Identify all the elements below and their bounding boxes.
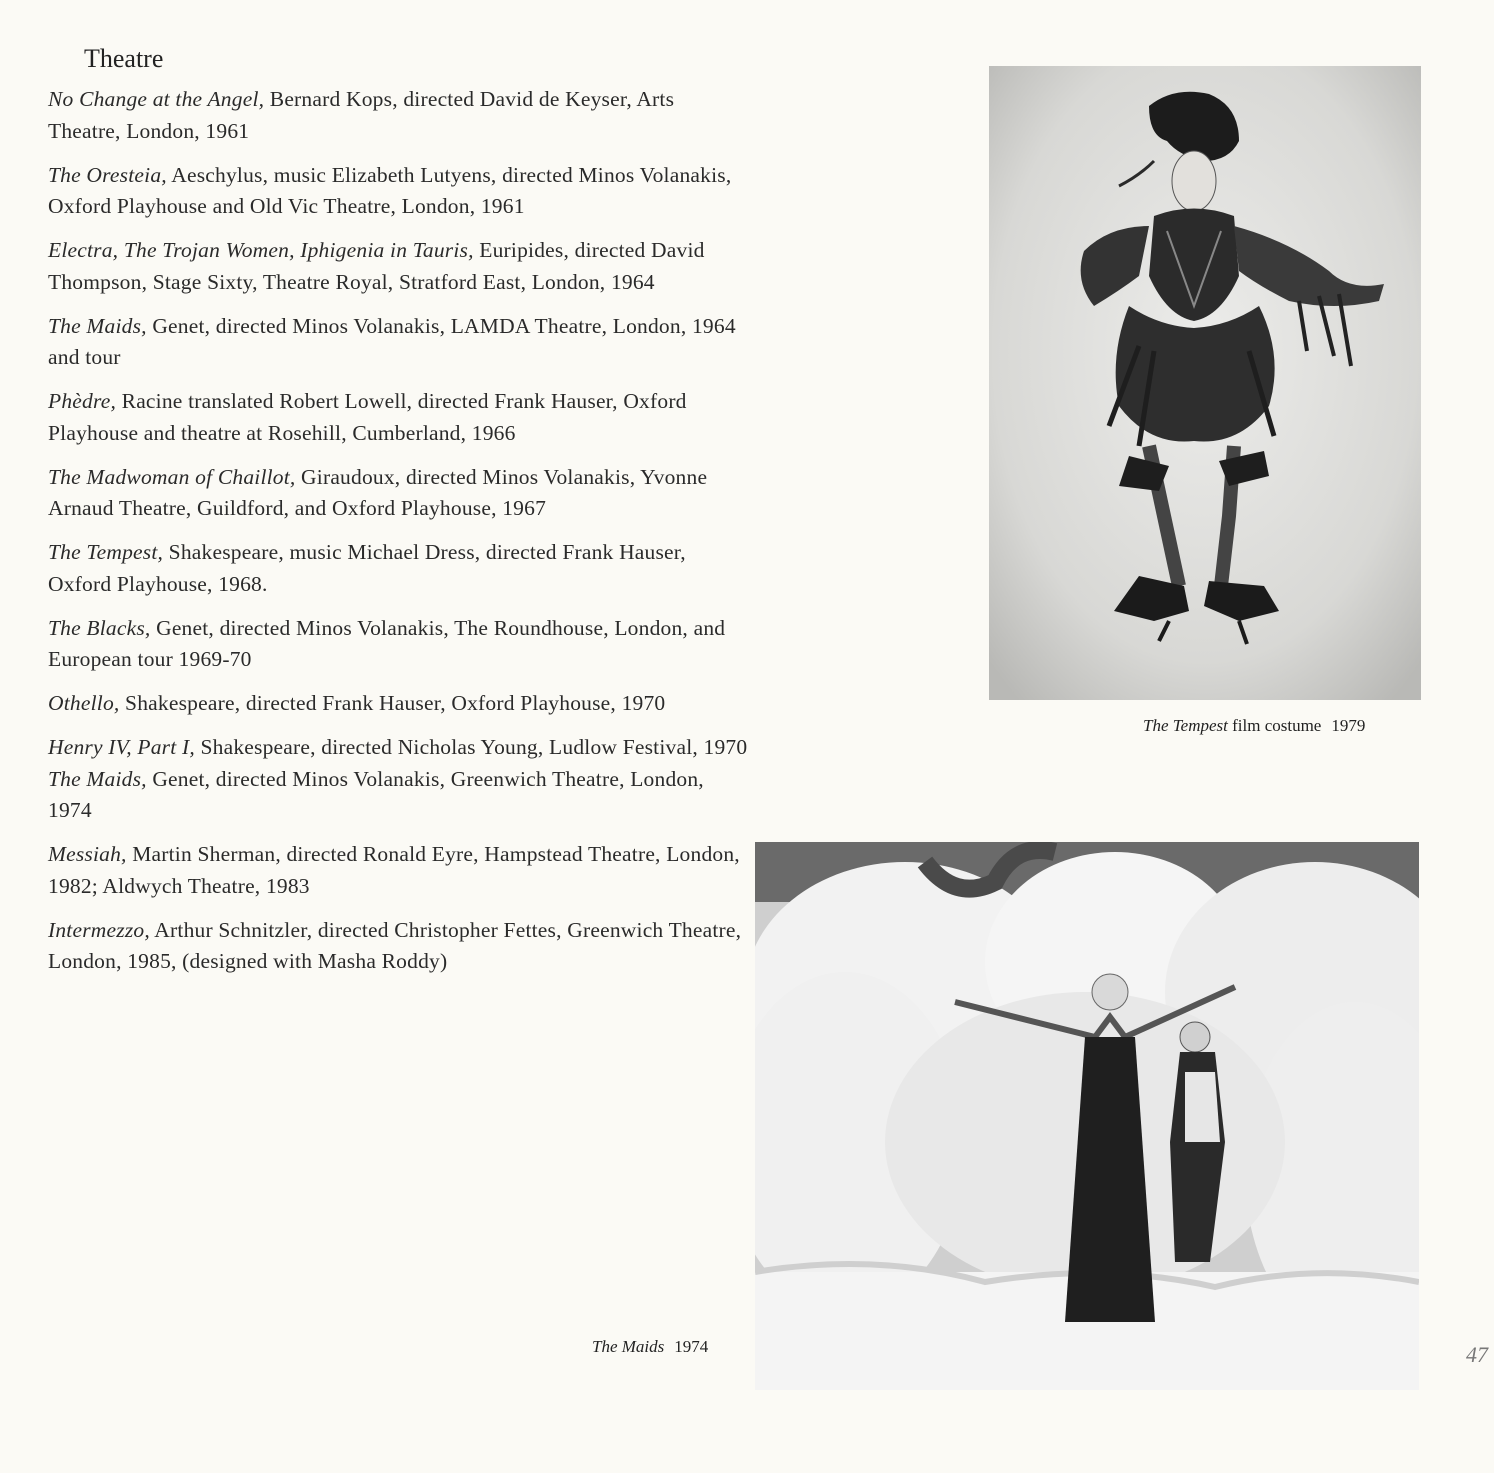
production-details: Genet, directed Minos Volanakis, The Roundhouse, London, and European tour 1969-70	[48, 615, 726, 671]
production-entry	[48, 537, 748, 600]
tempest-costume-photo	[989, 66, 1421, 700]
production-details: Arthur Schnitzler, directed Christopher Fettes, Greenwich Theatre, London, 1985, (designed with Masha Roddy)	[48, 917, 742, 973]
production-details: Bernard Kops, directed David de Keyser, Arts Theatre, London, 1961	[48, 87, 675, 143]
production-details: Martin Sherman, directed Ronald Eyre, Hampstead Theatre, London, 1982; Aldwych Theatre, 1983	[48, 842, 740, 898]
production-entry	[48, 839, 748, 902]
production-list	[48, 84, 748, 990]
production-details: Genet, directed Minos Volanakis, Greenwich Theatre, London, 1974	[48, 766, 704, 822]
production-entry	[48, 688, 748, 720]
production-title: Henry IV, Part I,	[48, 735, 195, 759]
production-title: The Madwoman of Chaillot,	[48, 464, 296, 489]
production-title: Messiah,	[48, 842, 127, 866]
caption-title: The Maids	[592, 1337, 665, 1356]
production-details: Aeschylus, music Elizabeth Lutyens, directed Minos Volanakis, Oxford Playhouse and Old Vic Theatre, London, 1961	[48, 162, 732, 218]
production-title: The Tempest,	[48, 540, 164, 564]
tempest-caption	[1143, 716, 1365, 736]
production-title: Phèdre,	[48, 389, 117, 413]
section-title: Theatre	[84, 44, 164, 73]
production-entry	[48, 311, 748, 374]
caption-year: 1974	[674, 1337, 709, 1356]
caption-year: 1979	[1331, 716, 1366, 735]
production-entry	[48, 462, 748, 525]
production-title: The Maids,	[48, 766, 147, 791]
production-title: The Maids,	[48, 313, 147, 338]
maids-caption	[592, 1337, 708, 1357]
production-title: The Oresteia,	[48, 162, 167, 187]
production-entry	[48, 386, 748, 449]
production-title: Othello,	[48, 691, 120, 715]
production-entry	[48, 613, 748, 676]
page-number: 47	[1466, 1342, 1488, 1367]
production-details: Racine translated Robert Lowell, directed Frank Hauser, Oxford Playhouse and theatre at Rosehill, Cumberland, 1966	[48, 389, 687, 445]
production-title: Electra, The Trojan Women, Iphigenia in Tauris,	[48, 238, 474, 262]
production-entry	[48, 915, 748, 978]
production-details: Genet, directed Minos Volanakis, LAMDA Theatre, London, 1964 and tour	[48, 313, 736, 369]
production-entry	[48, 732, 748, 764]
production-details: Euripides, directed David Thompson, Stage Sixty, Theatre Royal, Stratford East, London, 1964	[48, 238, 705, 294]
production-entry	[48, 235, 748, 298]
production-entry	[48, 160, 748, 223]
the-maids-photo	[755, 842, 1419, 1390]
production-details: Giraudoux, directed Minos Volanakis, Yvonne Arnaud Theatre, Guildford, and Oxford Playhouse, 1967	[48, 464, 708, 520]
caption-desc: film costume	[1227, 716, 1322, 735]
production-title: No Change at the Angel,	[48, 87, 265, 111]
production-entry	[48, 84, 748, 147]
production-details: Shakespeare, directed Frank Hauser, Oxford Playhouse, 1970	[119, 691, 666, 715]
production-title: Intermezzo,	[48, 917, 150, 942]
production-details: Shakespeare, directed Nicholas Young, Ludlow Festival, 1970	[194, 735, 748, 759]
production-title: The Blacks,	[48, 615, 151, 640]
caption-title: The Tempest	[1143, 716, 1228, 735]
production-details: Shakespeare, music Michael Dress, directed Frank Hauser, Oxford Playhouse, 1968.	[48, 540, 686, 596]
production-entry	[48, 764, 748, 827]
